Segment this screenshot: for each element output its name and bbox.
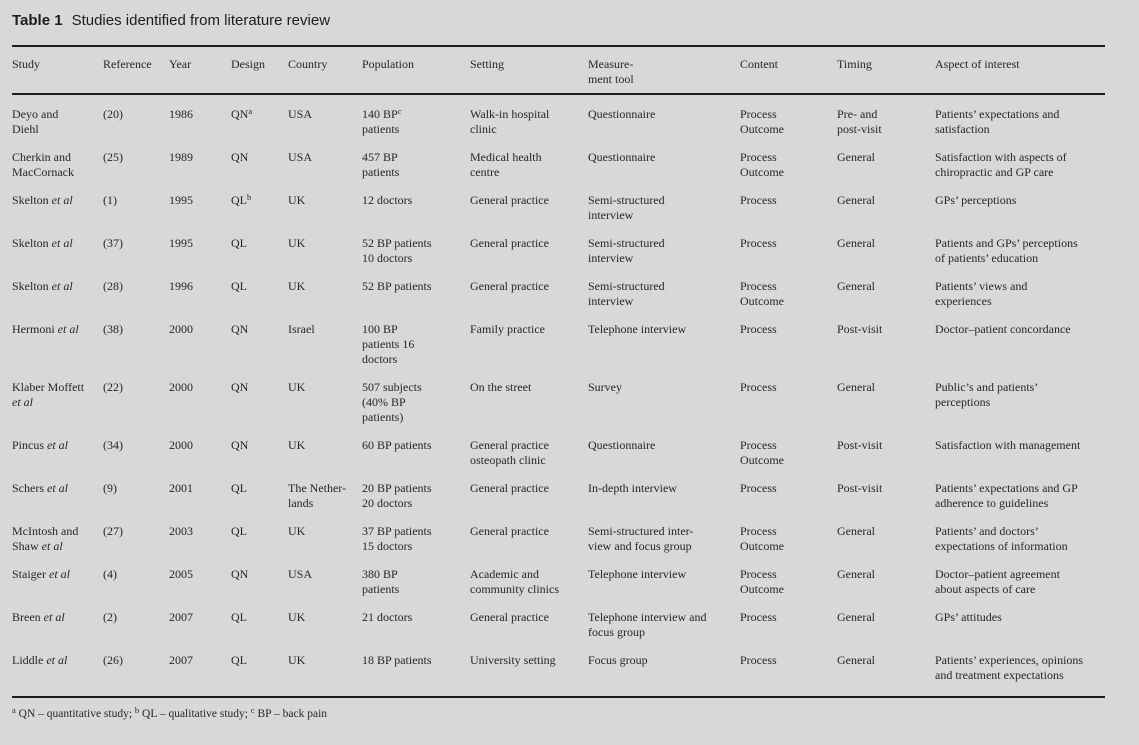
cell-setting: General practice xyxy=(470,236,549,250)
cell-design: QL xyxy=(231,279,247,293)
cell-measurement_tool: Semi-structured interview xyxy=(588,236,665,265)
cell-population: 380 BP patients xyxy=(362,567,400,596)
cell-population: 140 $BP^c$ patients xyxy=(362,106,402,136)
cell-year: 1989 xyxy=(169,150,193,164)
cell-year: 2003 xyxy=(169,524,193,538)
cell-reference: (4) xyxy=(103,567,117,581)
cell-content: Process xyxy=(740,610,777,624)
cell-timing: Pre- and post-visit xyxy=(837,107,882,136)
cell-timing: General xyxy=(837,567,875,581)
cell-aspect_of_interest: Satisfaction with aspects of chiropractic and GP care xyxy=(935,150,1067,179)
cell-reference: (25) xyxy=(103,150,123,164)
table-row xyxy=(12,438,1105,481)
cell-country: UK xyxy=(288,610,306,624)
table-row xyxy=(12,322,1105,380)
cell-population: 21 doctors xyxy=(362,610,413,624)
cell-design: $QN^a$ xyxy=(231,106,253,121)
cell-measurement_tool: Semi-structured inter- view and focus group xyxy=(588,524,694,553)
cell-country: UK xyxy=(288,193,306,207)
cell-timing: General xyxy=(837,380,875,394)
cell-reference: (9) xyxy=(103,481,117,495)
cell-timing: Post-visit xyxy=(837,438,883,452)
cell-country: USA xyxy=(288,107,313,121)
cell-content: Process Outcome xyxy=(740,567,784,596)
cell-measurement_tool: Telephone interview xyxy=(588,322,687,336)
cell-year: 1996 xyxy=(169,279,193,293)
cell-content: Process Outcome xyxy=(740,107,784,136)
cell-population: 52 BP patients xyxy=(362,279,432,293)
cell-design: QL xyxy=(231,610,247,624)
table-header xyxy=(12,46,1105,94)
cell-study: McIntosh and Shaw et al xyxy=(12,524,79,553)
cell-setting: General practice osteopath clinic xyxy=(470,438,549,467)
cell-measurement_tool: Semi-structured interview xyxy=(588,279,665,308)
table-header-row xyxy=(12,46,1105,94)
cell-setting: Family practice xyxy=(470,322,545,336)
cell-aspect_of_interest: Patients and GPs’ perceptions of patients’ education xyxy=(935,236,1078,265)
cell-population: 457 BP patients xyxy=(362,150,400,179)
cell-setting: General practice xyxy=(470,610,549,624)
table-row xyxy=(12,610,1105,653)
column-header-design: Design xyxy=(231,46,288,94)
cell-design: $QL^b$ xyxy=(231,192,252,207)
cell-measurement_tool: Questionnaire xyxy=(588,150,656,164)
cell-aspect_of_interest: Patients’ experiences, opinions and treatment expectations xyxy=(935,653,1084,682)
cell-population: 18 BP patients xyxy=(362,653,432,667)
cell-setting: Walk-in hospital clinic xyxy=(470,107,550,136)
cell-aspect_of_interest: Doctor–patient concordance xyxy=(935,322,1071,336)
cell-year: 1995 xyxy=(169,236,193,250)
cell-setting: Academic and community clinics xyxy=(470,567,559,596)
cell-content: Process xyxy=(740,653,777,667)
cell-study: Schers et al xyxy=(12,481,68,495)
cell-study: Deyo and Diehl xyxy=(12,107,59,136)
cell-content: Process Outcome xyxy=(740,150,784,179)
cell-timing: General xyxy=(837,279,875,293)
table-footnote: $^a$ QN – quantitative study; $^b$ QL – qualitative study; $^c$ BP – back pain xyxy=(12,705,328,720)
cell-reference: (28) xyxy=(103,279,123,293)
table-row xyxy=(12,279,1105,322)
cell-study: Cherkin and MacCornack xyxy=(12,150,74,179)
column-header-population: Population xyxy=(362,46,470,94)
cell-country: USA xyxy=(288,150,313,164)
cell-population: 20 BP patients 20 doctors xyxy=(362,481,432,510)
cell-timing: Post-visit xyxy=(837,481,883,495)
cell-content: Process xyxy=(740,322,777,336)
cell-year: 2000 xyxy=(169,380,193,394)
cell-population: 12 doctors xyxy=(362,193,413,207)
table-row xyxy=(12,380,1105,438)
cell-timing: General xyxy=(837,236,875,250)
table-row xyxy=(12,524,1105,567)
cell-country: Israel xyxy=(288,322,315,336)
cell-measurement_tool: Semi-structured interview xyxy=(588,193,665,222)
column-header-measurement_tool: Measure- ment tool xyxy=(588,46,740,94)
cell-timing: General xyxy=(837,193,875,207)
cell-study: Skelton et al xyxy=(12,193,73,207)
cell-design: QN xyxy=(231,380,249,394)
cell-year: 2000 xyxy=(169,322,193,336)
cell-measurement_tool: Questionnaire xyxy=(588,107,656,121)
cell-content: Process Outcome xyxy=(740,279,784,308)
table-caption-label: Table 1 xyxy=(12,12,63,29)
cell-study: Pincus et al xyxy=(12,438,69,452)
table-row xyxy=(12,236,1105,279)
cell-design: QL xyxy=(231,524,247,538)
cell-content: Process Outcome xyxy=(740,438,784,467)
cell-design: QL xyxy=(231,653,247,667)
cell-country: UK xyxy=(288,279,306,293)
cell-aspect_of_interest: Patients’ views and experiences xyxy=(935,279,1028,308)
cell-content: Process xyxy=(740,193,777,207)
cell-setting: General practice xyxy=(470,279,549,293)
cell-reference: (1) xyxy=(103,193,117,207)
cell-study: Skelton et al xyxy=(12,279,73,293)
cell-country: USA xyxy=(288,567,313,581)
cell-population: 52 BP patients 10 doctors xyxy=(362,236,432,265)
cell-reference: (22) xyxy=(103,380,123,394)
cell-country: UK xyxy=(288,380,306,394)
cell-reference: (20) xyxy=(103,107,123,121)
cell-aspect_of_interest: GPs’ perceptions xyxy=(935,193,1017,207)
cell-aspect_of_interest: Satisfaction with management xyxy=(935,438,1081,452)
cell-measurement_tool: Focus group xyxy=(588,653,648,667)
studies-table xyxy=(12,45,1105,698)
cell-content: Process xyxy=(740,380,777,394)
cell-timing: General xyxy=(837,610,875,624)
cell-study: Hermoni et al xyxy=(12,322,79,336)
cell-reference: (34) xyxy=(103,438,123,452)
cell-study: Skelton et al xyxy=(12,236,73,250)
cell-setting: Medical health centre xyxy=(470,150,542,179)
cell-measurement_tool: In-depth interview xyxy=(588,481,677,495)
column-header-aspect_of_interest: Aspect of interest xyxy=(935,46,1105,94)
cell-aspect_of_interest: Patients’ expectations and GP adherence to guidelines xyxy=(935,481,1078,510)
table-row xyxy=(12,150,1105,193)
cell-measurement_tool: Telephone interview and focus group xyxy=(588,610,707,639)
cell-setting: General practice xyxy=(470,481,549,495)
cell-content: Process Outcome xyxy=(740,524,784,553)
cell-reference: (38) xyxy=(103,322,123,336)
table-row xyxy=(12,94,1105,150)
cell-study: Staiger et al xyxy=(12,567,70,581)
table-row xyxy=(12,481,1105,524)
cell-year: 2000 xyxy=(169,438,193,452)
cell-population: 37 BP patients 15 doctors xyxy=(362,524,432,553)
cell-reference: (2) xyxy=(103,610,117,624)
cell-year: 2005 xyxy=(169,567,193,581)
column-header-year: Year xyxy=(169,46,231,94)
cell-population: 60 BP patients xyxy=(362,438,432,452)
cell-timing: General xyxy=(837,524,875,538)
column-header-country: Country xyxy=(288,46,362,94)
cell-reference: (37) xyxy=(103,236,123,250)
cell-country: UK xyxy=(288,438,306,452)
cell-setting: On the street xyxy=(470,380,532,394)
cell-design: QN xyxy=(231,567,249,581)
cell-reference: (26) xyxy=(103,653,123,667)
table-body xyxy=(12,94,1105,697)
cell-study: Breen et al xyxy=(12,610,65,624)
cell-population: 100 BP patients 16 doctors xyxy=(362,322,415,366)
cell-country: The Nether- lands xyxy=(288,481,347,510)
column-header-timing: Timing xyxy=(837,46,935,94)
cell-design: QN xyxy=(231,438,249,452)
cell-year: 2001 xyxy=(169,481,193,495)
column-header-setting: Setting xyxy=(470,46,588,94)
cell-design: QL xyxy=(231,481,247,495)
cell-timing: General xyxy=(837,653,875,667)
cell-design: QL xyxy=(231,236,247,250)
cell-aspect_of_interest: Patients’ expectations and satisfaction xyxy=(935,107,1060,136)
cell-timing: General xyxy=(837,150,875,164)
cell-timing: Post-visit xyxy=(837,322,883,336)
cell-year: 1986 xyxy=(169,107,193,121)
cell-design: QN xyxy=(231,322,249,336)
column-header-content: Content xyxy=(740,46,837,94)
table-caption-text: Studies identified from literature review xyxy=(71,12,331,29)
cell-year: 2007 xyxy=(169,653,193,667)
cell-setting: General practice xyxy=(470,524,549,538)
cell-measurement_tool: Telephone interview xyxy=(588,567,687,581)
cell-content: Process xyxy=(740,236,777,250)
cell-design: QN xyxy=(231,150,249,164)
cell-year: 2007 xyxy=(169,610,193,624)
table-row xyxy=(12,567,1105,610)
column-header-reference: Reference xyxy=(103,46,169,94)
cell-aspect_of_interest: Patients’ and doctors’ expectations of information xyxy=(935,524,1068,553)
table-row xyxy=(12,193,1105,236)
cell-study: Klaber Moffett et al xyxy=(12,380,85,409)
cell-setting: General practice xyxy=(470,193,549,207)
cell-country: UK xyxy=(288,653,306,667)
cell-reference: (27) xyxy=(103,524,123,538)
cell-measurement_tool: Questionnaire xyxy=(588,438,656,452)
cell-year: 1995 xyxy=(169,193,193,207)
cell-country: UK xyxy=(288,236,306,250)
cell-measurement_tool: Survey xyxy=(588,380,622,394)
table-row xyxy=(12,653,1105,697)
cell-aspect_of_interest: GPs’ attitudes xyxy=(935,610,1002,624)
cell-study: Liddle et al xyxy=(12,653,68,667)
cell-country: UK xyxy=(288,524,306,538)
cell-aspect_of_interest: Doctor–patient agreement about aspects of care xyxy=(935,567,1060,596)
cell-content: Process xyxy=(740,481,777,495)
cell-population: 507 subjects (40% BP patients) xyxy=(362,380,422,424)
cell-setting: University setting xyxy=(470,653,556,667)
table-caption xyxy=(0,0,1139,31)
column-header-study: Study xyxy=(12,46,103,94)
cell-aspect_of_interest: Public’s and patients’ perceptions xyxy=(935,380,1039,409)
